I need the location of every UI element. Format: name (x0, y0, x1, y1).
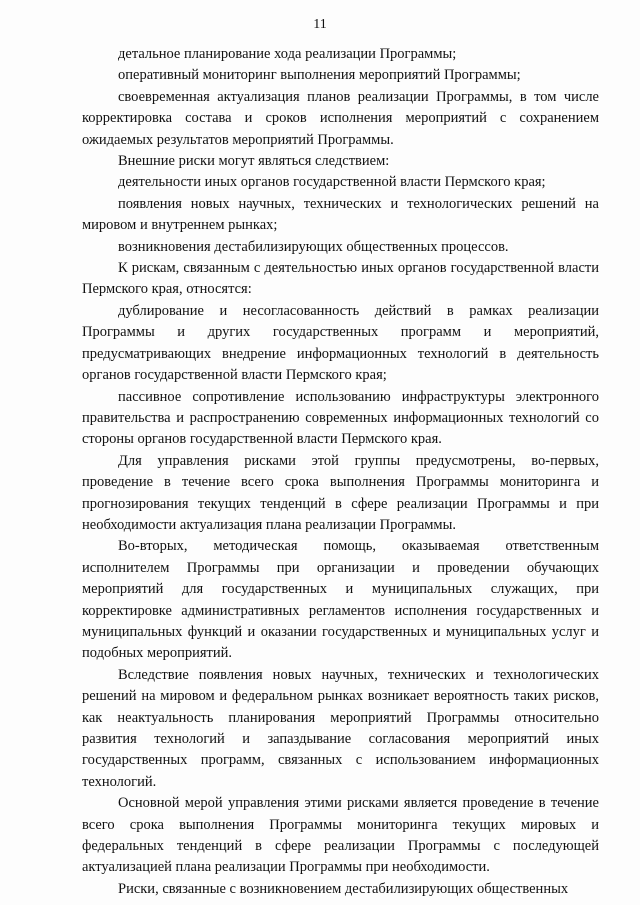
paragraph: оперативный мониторинг выполнения мероприятий Программы; (118, 67, 521, 84)
paragraph: детальное планирование хода реализации Программы; (118, 46, 457, 62)
paragraph: возникновения дестабилизирующих общественных процессов. (118, 238, 509, 255)
document-body (82, 44, 599, 900)
page-number: 11 (313, 17, 327, 32)
paragraph: пассивное сопротивление использованию инфраструктуры электронного правительства и распространению современных информационных технологий со стороны органов государственной власти Пермского края. (82, 388, 599, 448)
paragraph: Вследствие появления новых научных, технических и технологических решений на мировом и федеральном рынках возникает вероятность таких рисков, как неактуальность планирования мероприятий Программы относительно развития технологий и запаздывание согласования мероприятий иных государственных программ, связанных с использованием информационных технологий. (82, 666, 599, 790)
paragraph: дублирование и несогласованность действий в рамках реализации Программы и других государственных программ и мероприятий, предусматривающих внедрение информационных технологий в деятельность органов государственной власти Пермского края; (82, 302, 599, 384)
paragraph: своевременная актуализация планов реализации Программы, в том числе корректировка состава и сроков исполнения мероприятий с сохранением ожидаемых результатов мероприятий Программы. (82, 88, 599, 148)
paragraph: появления новых научных, технических и технологических решений на мировом и внутреннем рынках; (82, 195, 599, 234)
paragraph: Риски, связанные с возникновением дестабилизирующих общественных (118, 880, 569, 897)
paragraph: Во-вторых, методическая помощь, оказываемая ответственным исполнителем Программы при организации и проведении обучающих мероприятий для государственных и муниципальных служащих, при корректировке административных регламентов исполнения государственных и муниципальных функций и оказании государственных и муниципальных услуг и подобных мероприятий. (82, 538, 599, 662)
paragraph: Основной мерой управления этими рисками является проведение в течение всего срока выполнения Программы мониторинга текущих мировых и федеральных тенденций в сфере реализации Программы с последующей актуализацией плана реализации Программы при необходимости. (82, 795, 599, 876)
paragraph: К рискам, связанным с деятельностью иных органов государственной власти Пермского края, относятся: (82, 260, 599, 298)
paragraph: деятельности иных органов государственной власти Пермского края; (118, 174, 546, 191)
paragraph: Внешние риски могут являться следствием: (118, 153, 390, 170)
paragraph: Для управления рисками этой группы предусмотрены, во-первых, проведение в течение всего срока выполнения Программы мониторинга и прогнозирования текущих тенденций в сфере реализации Программы и при необходимости актуализация плана реализации Программы. (82, 452, 599, 533)
